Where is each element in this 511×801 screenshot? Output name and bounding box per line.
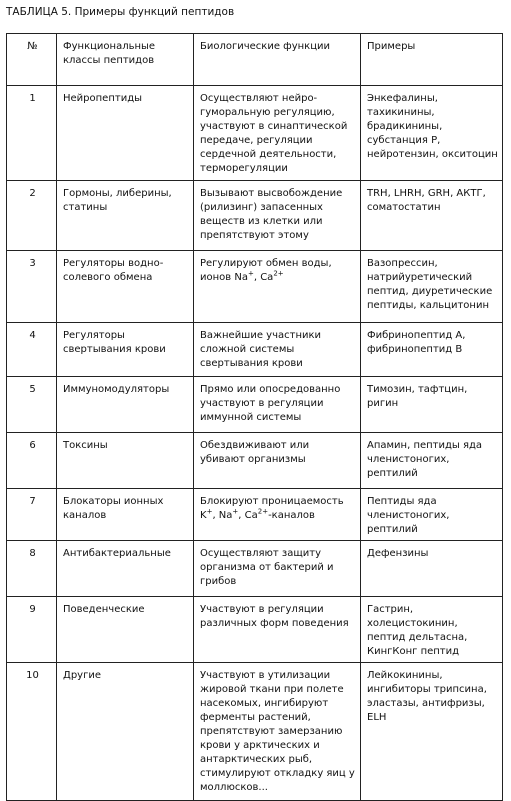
row-examples: Энкефалины, тахикинины, брадикинины, субстанция Р, нейротензин, окситоцин: [361, 86, 503, 181]
row-function: [194, 251, 361, 323]
row-function: Вызывают высвобождение (рилизинг) запасенных веществ из клетки или препятствуют этому: [194, 181, 361, 251]
charge-superscript: +: [247, 269, 254, 278]
header-number: №: [7, 34, 57, 86]
table-row: [7, 181, 503, 251]
row-number: 9: [7, 597, 57, 663]
row-class: Нейропептиды: [57, 86, 194, 181]
row-examples: TRH, LHRH, GRH, АКТГ, соматостатин: [361, 181, 503, 251]
row-examples: Фибринопептид А, фибринопептид В: [361, 323, 503, 377]
row-function: Прямо или опосредованно участвуют в регуляции иммунной системы: [194, 377, 361, 433]
row-class: Регуляторы водно-солевого обмена: [57, 251, 194, 323]
row-function: Участвуют в утилизации жировой ткани при полете насекомых, ингибируют ферменты растений, препятствуют замерзанию крови у арктических и антарктических рыб, стимулируют откладку яиц у моллюсков...: [194, 663, 361, 801]
row-function: Осуществляют нейро-гуморальную регуляцию, участвуют в синаптической передаче, регуляции сердечной деятельности, терморегуляции: [194, 86, 361, 181]
table-row: [7, 541, 503, 597]
row-class: Поведенческие: [57, 597, 194, 663]
table-row: [7, 663, 503, 801]
row-class: Другие: [57, 663, 194, 801]
row-number: 3: [7, 251, 57, 323]
function-text: , Na: [212, 510, 233, 521]
function-text: Регулируют обмен воды, ионов Na: [200, 258, 332, 283]
header-class: Функциональные классы пептидов: [57, 34, 194, 86]
function-text: , Ca: [253, 272, 274, 283]
header-examples: Примеры: [361, 34, 503, 86]
table-row: [7, 86, 503, 181]
row-examples: Апамин, пептиды яда членистоногих, рептилий: [361, 433, 503, 489]
row-examples: Лейкокинины, ингибиторы трипсина, эластазы, антифризы, ELH: [361, 663, 503, 801]
charge-superscript: +: [232, 507, 239, 516]
function-text: -каналов: [268, 510, 315, 521]
charge-superscript: 2+: [257, 507, 269, 516]
row-examples: Дефензины: [361, 541, 503, 597]
table-header-row: [7, 34, 503, 86]
row-number: 7: [7, 489, 57, 541]
row-class: Регуляторы свертывания крови: [57, 323, 194, 377]
row-examples: Гастрин, холецистокинин, пептид дельтасна, КингКонг пептид: [361, 597, 503, 663]
charge-superscript: +: [206, 507, 213, 516]
table-row: [7, 377, 503, 433]
row-number: 8: [7, 541, 57, 597]
row-class: Блокаторы ионных каналов: [57, 489, 194, 541]
row-class: Антибактериальные: [57, 541, 194, 597]
row-number: 6: [7, 433, 57, 489]
header-function: Биологические функции: [194, 34, 361, 86]
row-class: Токсины: [57, 433, 194, 489]
row-function: Осуществляют защиту организма от бактерий и грибов: [194, 541, 361, 597]
table-row: [7, 251, 503, 323]
table-row: [7, 597, 503, 663]
table-row: [7, 323, 503, 377]
row-number: 2: [7, 181, 57, 251]
charge-superscript: 2+: [273, 269, 284, 278]
row-function: Участвуют в регуляции различных форм поведения: [194, 597, 361, 663]
table-caption: ТАБЛИЦА 5. Примеры функций пептидов: [6, 6, 235, 18]
row-function: Важнейшие участники сложной системы свертывания крови: [194, 323, 361, 377]
function-text: Блокируют проницаемость K: [200, 496, 344, 521]
row-function: Обездвиживают или убивают организмы: [194, 433, 361, 489]
peptide-functions-table: [6, 33, 503, 801]
row-number: 5: [7, 377, 57, 433]
row-examples: Пептиды яда членистоногих, рептилий: [361, 489, 503, 541]
table-row: [7, 489, 503, 541]
row-number: 1: [7, 86, 57, 181]
row-function: [194, 489, 361, 541]
row-class: Гормоны, либерины, статины: [57, 181, 194, 251]
table-row: [7, 433, 503, 489]
row-class: Иммуномодуляторы: [57, 377, 194, 433]
row-examples: Тимозин, тафтцин, ригин: [361, 377, 503, 433]
row-examples: Вазопрессин, натрийуретический пептид, диуретические пептиды, кальцитонин: [361, 251, 503, 323]
row-number: 4: [7, 323, 57, 377]
row-number: 10: [7, 663, 57, 801]
function-text: , Ca: [238, 510, 258, 521]
